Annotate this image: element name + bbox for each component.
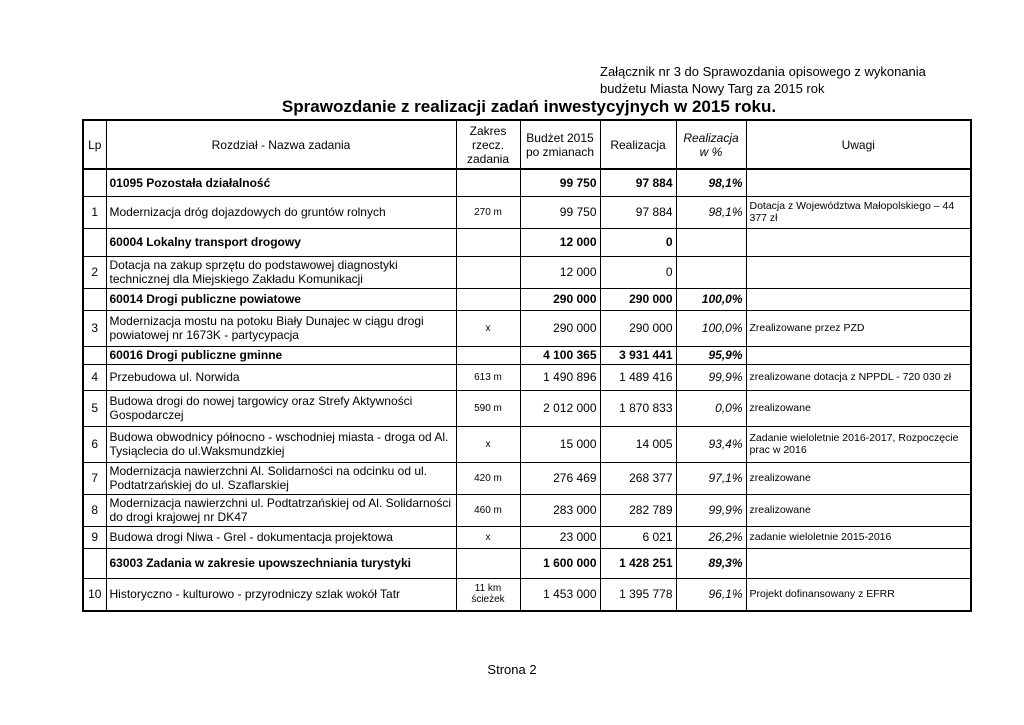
- section-name: 63003 Zadania w zakresie upowszechniania turystyki: [106, 548, 456, 578]
- budget-cell: 1 600 000: [520, 548, 600, 578]
- attachment-header-line2: budżetu Miasta Nowy Targ za 2015 rok: [600, 81, 825, 96]
- task-name: Modernizacja nawierzchni Al. Solidarności na odcinku od ul. Podtatrzańskiej do ul. Szaflarskiej: [106, 462, 456, 494]
- section-name: 01095 Pozostała działalność: [106, 169, 456, 196]
- task-name: Przebudowa ul. Norwida: [106, 364, 456, 390]
- col-header-realization: Realizacja: [600, 120, 676, 169]
- realization-pct-cell: 93,4%: [676, 426, 746, 462]
- investment-table: [82, 119, 972, 612]
- section-row: [83, 346, 971, 364]
- task-name: Budowa drogi Niwa - Grel - dokumentacja projektowa: [106, 526, 456, 548]
- task-row: [83, 578, 971, 611]
- budget-cell: 23 000: [520, 526, 600, 548]
- budget-cell: 15 000: [520, 426, 600, 462]
- lp-cell: 6: [83, 426, 106, 462]
- col-header-notes: Uwagi: [746, 120, 971, 169]
- budget-cell: 1 453 000: [520, 578, 600, 611]
- realization-cell: 282 789: [600, 494, 676, 526]
- realization-cell: 1 870 833: [600, 390, 676, 426]
- realization-pct-cell: 100,0%: [676, 310, 746, 346]
- scope-cell: 590 m: [456, 390, 520, 426]
- col-header-name: Rozdział - Nazwa zadania: [106, 120, 456, 169]
- task-row: [83, 196, 971, 228]
- notes-cell: zrealizowane: [746, 494, 971, 526]
- realization-pct-cell: 98,1%: [676, 196, 746, 228]
- scope-cell: x: [456, 426, 520, 462]
- lp-cell: [83, 346, 106, 364]
- budget-cell: 2 012 000: [520, 390, 600, 426]
- lp-cell: 5: [83, 390, 106, 426]
- lp-cell: 1: [83, 196, 106, 228]
- notes-cell: zadanie wieloletnie 2015-2016: [746, 526, 971, 548]
- task-row: [83, 426, 971, 462]
- lp-cell: 3: [83, 310, 106, 346]
- scope-cell: [456, 288, 520, 310]
- scope-cell: [456, 169, 520, 196]
- task-name: Dotacja na zakup sprzętu do podstawowej diagnostyki technicznej dla Miejskiego Zakładu Komunikacji: [106, 256, 456, 288]
- section-row: [83, 288, 971, 310]
- realization-pct-cell: 98,1%: [676, 169, 746, 196]
- realization-cell: 0: [600, 228, 676, 256]
- task-row: [83, 526, 971, 548]
- realization-cell: 14 005: [600, 426, 676, 462]
- realization-cell: 0: [600, 256, 676, 288]
- realization-pct-cell: [676, 256, 746, 288]
- scope-cell: [456, 346, 520, 364]
- section-name: 60004 Lokalny transport drogowy: [106, 228, 456, 256]
- realization-pct-cell: 97,1%: [676, 462, 746, 494]
- realization-pct-cell: 89,3%: [676, 548, 746, 578]
- task-name: Modernizacja mostu na potoku Biały Dunajec w ciągu drogi powiatowej nr 1673K - partycypacja: [106, 310, 456, 346]
- task-row: [83, 364, 971, 390]
- task-row: [83, 256, 971, 288]
- col-header-budget: Budżet 2015 po zmianach: [520, 120, 600, 169]
- notes-cell: zrealizowane: [746, 390, 971, 426]
- scope-cell: [456, 256, 520, 288]
- notes-cell: [746, 228, 971, 256]
- budget-cell: 12 000: [520, 256, 600, 288]
- page-title: Sprawozdanie z realizacji zadań inwestycyjnych w 2015 roku.: [281, 97, 777, 116]
- table-header-row: [83, 120, 971, 169]
- realization-pct-cell: 95,9%: [676, 346, 746, 364]
- realization-pct-cell: 26,2%: [676, 526, 746, 548]
- realization-cell: 1 428 251: [600, 548, 676, 578]
- notes-cell: [746, 256, 971, 288]
- realization-pct-cell: 100,0%: [676, 288, 746, 310]
- notes-cell: Zadanie wieloletnie 2016-2017, Rozpoczęcie prac w 2016: [746, 426, 971, 462]
- lp-cell: [83, 228, 106, 256]
- section-name: 60016 Drogi publiczne gminne: [106, 346, 456, 364]
- notes-cell: zrealizowane dotacja z NPPDL - 720 030 zł: [746, 364, 971, 390]
- notes-cell: [746, 288, 971, 310]
- task-row: [83, 390, 971, 426]
- budget-cell: 276 469: [520, 462, 600, 494]
- lp-cell: 4: [83, 364, 106, 390]
- lp-cell: [83, 169, 106, 196]
- realization-cell: 97 884: [600, 196, 676, 228]
- notes-cell: Dotacja z Województwa Małopolskiego – 44 377 zł: [746, 196, 971, 228]
- budget-cell: 290 000: [520, 310, 600, 346]
- notes-cell: zrealizowane: [746, 462, 971, 494]
- budget-cell: 283 000: [520, 494, 600, 526]
- task-name: Modernizacja dróg dojazdowych do gruntów rolnych: [106, 196, 456, 228]
- notes-cell: Zrealizowane przez PZD: [746, 310, 971, 346]
- realization-pct-cell: 99,9%: [676, 364, 746, 390]
- budget-cell: 12 000: [520, 228, 600, 256]
- lp-cell: [83, 548, 106, 578]
- realization-cell: 268 377: [600, 462, 676, 494]
- scope-cell: [456, 548, 520, 578]
- scope-cell: 460 m: [456, 494, 520, 526]
- lp-cell: 8: [83, 494, 106, 526]
- task-name: Budowa obwodnicy północno - wschodniej miasta - droga od Al. Tysiąclecia do ul.Waksmundzkiej: [106, 426, 456, 462]
- lp-cell: 9: [83, 526, 106, 548]
- attachment-header-line1: Załącznik nr 3 do Sprawozdania opisowego z wykonania: [600, 64, 926, 79]
- section-name: 60014 Drogi publiczne powiatowe: [106, 288, 456, 310]
- section-row: [83, 228, 971, 256]
- task-row: [83, 310, 971, 346]
- notes-cell: Projekt dofinansowany z EFRR: [746, 578, 971, 611]
- task-name: Budowa drogi do nowej targowicy oraz Strefy Aktywności Gospodarczej: [106, 390, 456, 426]
- col-header-scope: Zakres rzecz. zadania: [456, 120, 520, 169]
- budget-cell: 99 750: [520, 169, 600, 196]
- realization-pct-cell: 99,9%: [676, 494, 746, 526]
- lp-cell: [83, 288, 106, 310]
- scope-cell: x: [456, 310, 520, 346]
- notes-cell: [746, 169, 971, 196]
- scope-cell: [456, 228, 520, 256]
- realization-cell: 97 884: [600, 169, 676, 196]
- realization-cell: 1 395 778: [600, 578, 676, 611]
- realization-pct-cell: 0,0%: [676, 390, 746, 426]
- notes-cell: [746, 548, 971, 578]
- task-name: Historyczno - kulturowo - przyrodniczy szlak wokół Tatr: [106, 578, 456, 611]
- budget-cell: 4 100 365: [520, 346, 600, 364]
- realization-pct-cell: [676, 228, 746, 256]
- realization-cell: 3 931 441: [600, 346, 676, 364]
- notes-cell: [746, 346, 971, 364]
- scope-cell: 270 m: [456, 196, 520, 228]
- lp-cell: 2: [83, 256, 106, 288]
- page-number: Strona 2: [487, 662, 537, 677]
- col-header-lp: Lp: [83, 120, 106, 169]
- realization-cell: 290 000: [600, 310, 676, 346]
- realization-cell: 6 021: [600, 526, 676, 548]
- scope-cell: 613 m: [456, 364, 520, 390]
- task-row: [83, 462, 971, 494]
- realization-cell: 1 489 416: [600, 364, 676, 390]
- lp-cell: 7: [83, 462, 106, 494]
- realization-cell: 290 000: [600, 288, 676, 310]
- budget-cell: 290 000: [520, 288, 600, 310]
- section-row: [83, 169, 971, 196]
- scope-cell: 11 km ścieżek: [456, 578, 520, 611]
- scope-cell: 420 m: [456, 462, 520, 494]
- budget-cell: 1 490 896: [520, 364, 600, 390]
- section-row: [83, 548, 971, 578]
- scope-cell: x: [456, 526, 520, 548]
- col-header-realization-pct: Realizacja w %: [676, 120, 746, 169]
- realization-pct-cell: 96,1%: [676, 578, 746, 611]
- lp-cell: 10: [83, 578, 106, 611]
- task-name: Modernizacja nawierzchni ul. Podtatrzańskiej od Al. Solidarności do drogi krajowej nr DK47: [106, 494, 456, 526]
- task-row: [83, 494, 971, 526]
- budget-cell: 99 750: [520, 196, 600, 228]
